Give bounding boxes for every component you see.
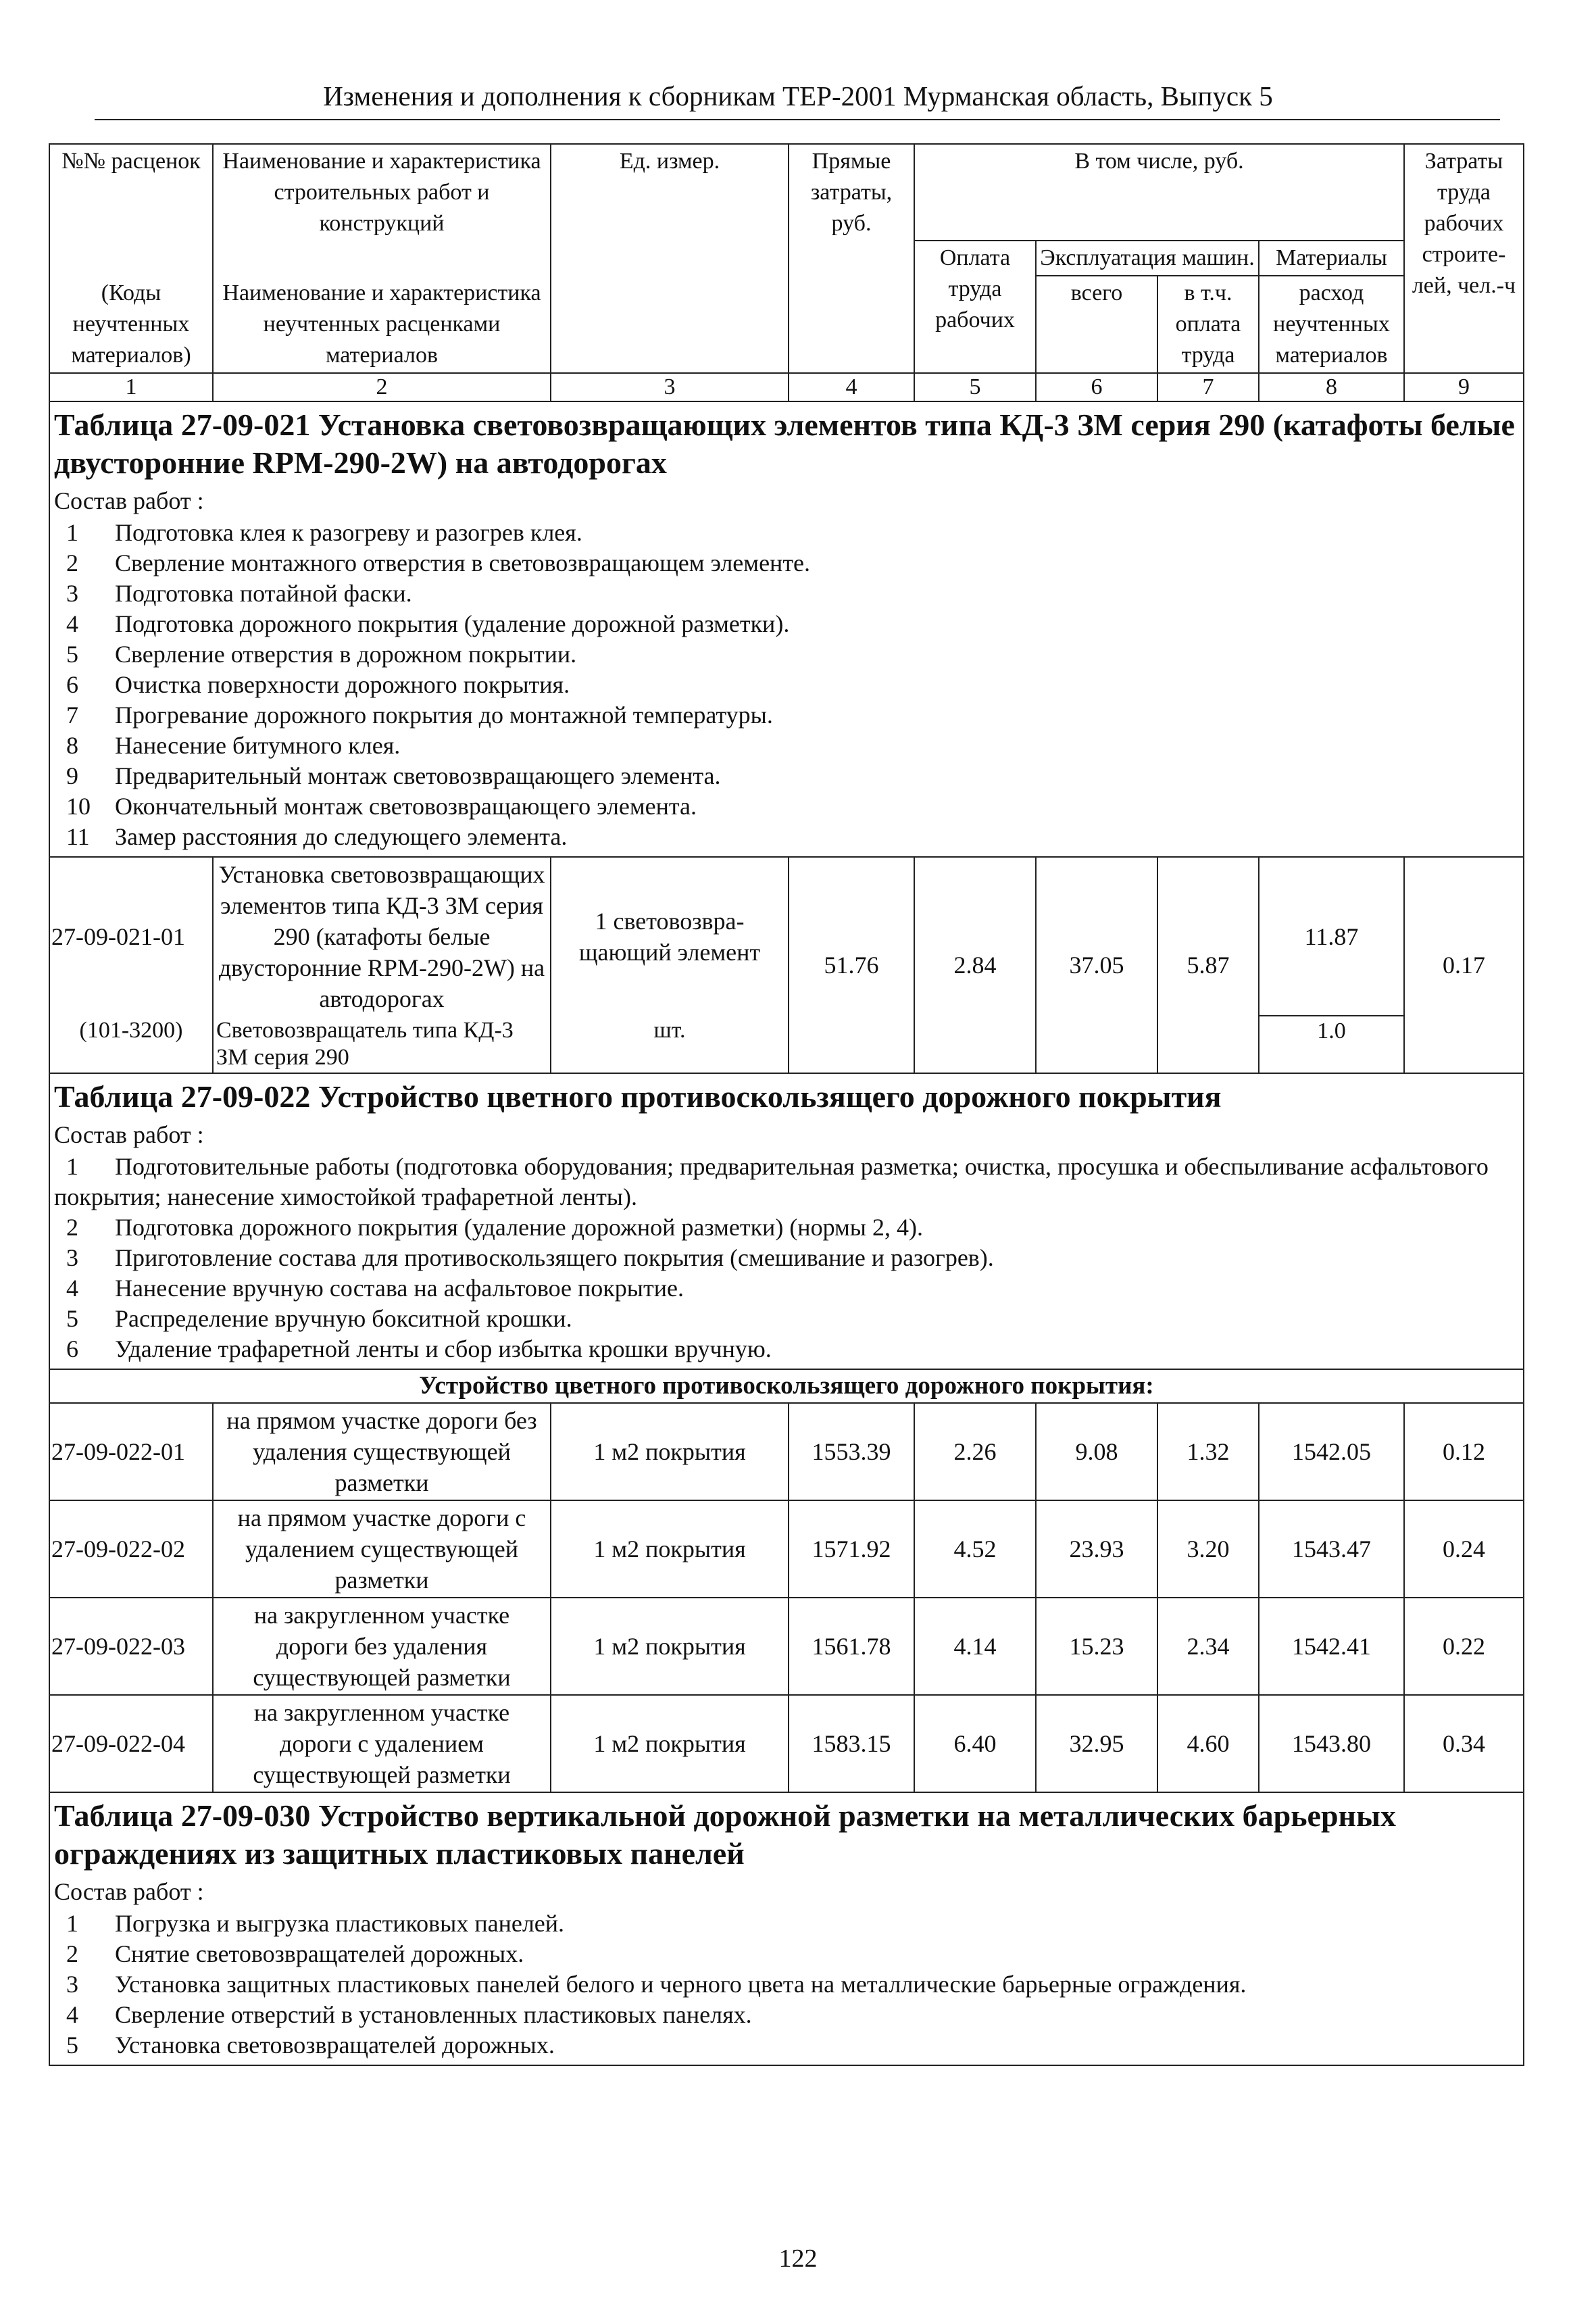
- work-item: [54, 1152, 1519, 1212]
- column-number: 8: [1259, 373, 1404, 401]
- work-item: [54, 548, 1519, 578]
- work-number: 4: [66, 2001, 78, 2028]
- work-text: Установка защитных пластиковых панелей белого и черного цвета на металлические барьерные ограждения.: [115, 1971, 1247, 1998]
- work-number: 5: [66, 641, 78, 668]
- section-27-09-030: [49, 1792, 1524, 2065]
- column-number: 2: [213, 373, 551, 401]
- work-number: 1: [66, 1153, 78, 1180]
- col-labor-header: Оплата труда рабочих: [914, 241, 1036, 373]
- work-item: [54, 731, 1519, 761]
- rate-machines-cost: 9.08: [1036, 1403, 1157, 1500]
- work-item: [54, 518, 1519, 548]
- work-text: Сверление монтажного отверстия в световозвращающем элементе.: [115, 549, 811, 576]
- work-text: Замер расстояния до следующего элемента.: [115, 823, 568, 850]
- rate-machines-labor-cost: 1.32: [1157, 1403, 1259, 1500]
- work-item: [54, 700, 1519, 731]
- works-list: [54, 1877, 1519, 2061]
- works-label: Состав работ :: [54, 487, 204, 514]
- table-title: Таблица 27-09-021 Установка световозвращающих элементов типа КД-3 ЗМ серия 290 (катафоты белые двусторонние RPM-290-2W) на автодорогах: [54, 408, 1515, 480]
- rate-name: на закругленном участке дороги без удаления существующей разметки: [213, 1598, 551, 1695]
- column-number: 6: [1036, 373, 1157, 401]
- work-item: [54, 1334, 1519, 1364]
- work-text: Распределение вручную бокситной крошки.: [115, 1305, 572, 1332]
- rate-direct-cost: 1553.39: [789, 1403, 914, 1500]
- work-number: 5: [66, 2032, 78, 2059]
- uncounted-material-row: [49, 1016, 1524, 1073]
- work-number: 3: [66, 1971, 78, 1998]
- rate-direct-cost: 1571.92: [789, 1500, 914, 1598]
- rate-machines-labor-cost: 4.60: [1157, 1695, 1259, 1792]
- rate-labor-cost: 6.40: [914, 1695, 1036, 1792]
- work-number: 8: [66, 732, 78, 759]
- header-rule: [95, 119, 1500, 120]
- table-row: [49, 857, 1524, 1016]
- rate-materials-cost: 11.87: [1259, 857, 1404, 1016]
- col-machines-group-header: Эксплуатация машин.: [1036, 241, 1259, 276]
- work-text: Установка световозвращателей дорожных.: [115, 2032, 555, 2059]
- work-text: Сверление отверстия в дорожном покрытии.: [115, 641, 577, 668]
- rate-machines-cost: 15.23: [1036, 1598, 1157, 1695]
- work-item: [54, 822, 1519, 852]
- running-title: Изменения и дополнения к сборникам ТЕР-2001 Мурманская область, Выпуск 5: [323, 80, 1273, 112]
- work-text: Подготовка дорожного покрытия (удаление дорожной разметки) (нормы 2, 4).: [115, 1214, 923, 1241]
- works-list: [54, 1120, 1519, 1364]
- rate-machines-labor-cost: 2.34: [1157, 1598, 1259, 1695]
- work-number: 7: [66, 701, 78, 729]
- rate-unit: 1 световозвра-щающий элемент: [551, 857, 789, 1016]
- works-label: Состав работ :: [54, 1878, 204, 1905]
- rate-direct-cost: 1561.78: [789, 1598, 914, 1695]
- work-text: Подготовка потайной фаски.: [115, 580, 412, 607]
- column-number: 5: [914, 373, 1036, 401]
- rate-materials-cost: 1542.41: [1259, 1598, 1404, 1695]
- rate-name: на прямом участке дороги с удалением существующей разметки: [213, 1500, 551, 1598]
- column-number: 1: [49, 373, 213, 401]
- work-number: 9: [66, 762, 78, 789]
- work-text: Сверление отверстий в установленных пластиковых панелях.: [115, 2001, 752, 2028]
- rate-code: 27-09-022-04: [49, 1695, 213, 1792]
- material-unit: шт.: [551, 1016, 789, 1073]
- rate-name: на закругленном участке дороги с удалением существующей разметки: [213, 1695, 551, 1792]
- col-code-header: №№ расценок: [49, 144, 213, 241]
- work-number: 4: [66, 1275, 78, 1302]
- subheading: Устройство цветного противоскользящего дорожного покрытия:: [49, 1369, 1524, 1403]
- col-materials-header: Материалы: [1259, 241, 1404, 276]
- work-item: [54, 1243, 1519, 1273]
- work-text: Подготовка клея к разогреву и разогрев клея.: [115, 519, 582, 546]
- works-list: [54, 486, 1519, 852]
- rate-code: 27-09-022-03: [49, 1598, 213, 1695]
- rate-direct-cost: 51.76: [789, 857, 914, 1073]
- work-item: [54, 609, 1519, 639]
- column-number: 4: [789, 373, 914, 401]
- col-name-header: Наименование и характеристика строительных работ и конструкций: [213, 144, 551, 241]
- work-text: Снятие световозвращателей дорожных.: [115, 1940, 524, 1967]
- column-number: 9: [1404, 373, 1524, 401]
- rate-unit: 1 м2 покрытия: [551, 1403, 789, 1500]
- page-number: 122: [778, 2244, 818, 2273]
- rates-table: [49, 143, 1524, 2066]
- work-text: Очистка поверхности дорожного покрытия.: [115, 671, 570, 698]
- col-unit-header: Ед. измер.: [551, 144, 789, 373]
- rate-labor-cost: 4.14: [914, 1598, 1036, 1695]
- rate-code: 27-09-022-02: [49, 1500, 213, 1598]
- rate-labor-hours: 0.34: [1404, 1695, 1524, 1792]
- rate-machines-cost: 32.95: [1036, 1695, 1157, 1792]
- work-text: Нанесение вручную состава на асфальтовое покрытие.: [115, 1275, 684, 1302]
- rate-labor-cost: 2.84: [914, 857, 1036, 1073]
- work-text: Нанесение битумного клея.: [115, 732, 401, 759]
- col-direct-header: Прямые затраты, руб.: [789, 144, 914, 373]
- work-number: 10: [66, 793, 91, 820]
- work-item: [54, 1212, 1519, 1243]
- table-row: [49, 1695, 1524, 1792]
- table-title: Таблица 27-09-030 Устройство вертикальной дорожной разметки на металлических барьерных ограждениях из защитных пластиковых панелей: [54, 1798, 1396, 1871]
- rate-unit: 1 м2 покрытия: [551, 1695, 789, 1792]
- work-number: 6: [66, 671, 78, 698]
- rate-name: на прямом участке дороги без удаления существующей разметки: [213, 1403, 551, 1500]
- rate-machines-cost: 37.05: [1036, 857, 1157, 1073]
- work-item: [54, 639, 1519, 670]
- work-text: Удаление трафаретной ленты и сбор избытка крошки вручную.: [115, 1335, 772, 1362]
- col-uncounted-materials-header: расход неучтенных материалов: [1259, 276, 1404, 373]
- work-item: [54, 1969, 1519, 2000]
- work-number: 2: [66, 1214, 78, 1241]
- table-row: [49, 1500, 1524, 1598]
- rate-code: 27-09-021-01: [49, 857, 213, 1016]
- works-label: Состав работ :: [54, 1121, 204, 1148]
- col-machines-total-header: всего: [1036, 276, 1157, 373]
- col-group-header: В том числе, руб.: [914, 144, 1404, 241]
- rate-labor-cost: 2.26: [914, 1403, 1036, 1500]
- work-number: 4: [66, 610, 78, 637]
- col-machines-labor-header: в т.ч. оплата труда: [1157, 276, 1259, 373]
- column-number: 7: [1157, 373, 1259, 401]
- work-number: 5: [66, 1305, 78, 1332]
- material-code: (101-3200): [49, 1016, 213, 1073]
- work-text: Прогревание дорожного покрытия до монтажной температуры.: [115, 701, 773, 729]
- rate-labor-hours: 0.12: [1404, 1403, 1524, 1500]
- rate-machines-labor-cost: 5.87: [1157, 857, 1259, 1073]
- work-number: 2: [66, 549, 78, 576]
- rate-name: Установка световозвращающих элементов типа КД-3 ЗМ серия 290 (катафоты белые двусторонние RPM-290-2W) на автодорогах: [213, 857, 551, 1016]
- work-item: [54, 761, 1519, 791]
- table-row: [49, 1598, 1524, 1695]
- rate-labor-hours: 0.17: [1404, 857, 1524, 1073]
- rate-labor-hours: 0.22: [1404, 1598, 1524, 1695]
- table-row: [49, 1403, 1524, 1500]
- rate-unit: 1 м2 покрытия: [551, 1500, 789, 1598]
- col-name-uncounted-header: Наименование и характеристика неучтенных расценками материалов: [213, 241, 551, 373]
- work-number: 2: [66, 1940, 78, 1967]
- section-27-09-022: [49, 1073, 1524, 1369]
- material-name: Световозвращатель типа КД-3 ЗМ серия 290: [213, 1016, 551, 1073]
- rate-unit: 1 м2 покрытия: [551, 1598, 789, 1695]
- rate-machines-cost: 23.93: [1036, 1500, 1157, 1598]
- work-text: Предварительный монтаж световозвращающего элемента.: [115, 762, 721, 789]
- rate-labor-cost: 4.52: [914, 1500, 1036, 1598]
- rate-materials-cost: 1543.80: [1259, 1695, 1404, 1792]
- rate-materials-cost: 1543.47: [1259, 1500, 1404, 1598]
- work-text: Погрузка и выгрузка пластиковых панелей.: [115, 1910, 565, 1937]
- col-code-uncounted-header: (Коды неучтенных материалов): [49, 241, 213, 373]
- rate-code: 27-09-022-01: [49, 1403, 213, 1500]
- rate-direct-cost: 1583.15: [789, 1695, 914, 1792]
- work-item: [54, 1939, 1519, 1969]
- work-number: 11: [66, 823, 90, 850]
- rate-materials-cost: 1542.05: [1259, 1403, 1404, 1500]
- work-text: Приготовление состава для противоскользящего покрытия (смешивание и разогрев).: [115, 1244, 994, 1271]
- work-item: [54, 2030, 1519, 2061]
- work-number: 6: [66, 1335, 78, 1362]
- work-item: [54, 1909, 1519, 1939]
- work-item: [54, 2000, 1519, 2030]
- rate-labor-hours: 0.24: [1404, 1500, 1524, 1598]
- work-text: Подготовка дорожного покрытия (удаление дорожной разметки).: [115, 610, 790, 637]
- work-number: 1: [66, 1910, 78, 1937]
- work-item: [54, 670, 1519, 700]
- table-title: Таблица 27-09-022 Устройство цветного противоскользящего дорожного покрытия: [54, 1079, 1222, 1114]
- column-numbers-row: [49, 373, 1524, 401]
- work-text: Окончательный монтаж световозвращающего элемента.: [115, 793, 697, 820]
- rate-machines-labor-cost: 3.20: [1157, 1500, 1259, 1598]
- column-number: 3: [551, 373, 789, 401]
- material-quantity: 1.0: [1259, 1016, 1404, 1073]
- work-item: [54, 791, 1519, 822]
- work-item: [54, 578, 1519, 609]
- work-number: 3: [66, 580, 78, 607]
- work-number: 3: [66, 1244, 78, 1271]
- section-27-09-021: [49, 401, 1524, 857]
- work-number: 1: [66, 519, 78, 546]
- col-hours-header: Затраты труда рабочих строите-лей, чел.-ч: [1404, 144, 1524, 373]
- work-item: [54, 1304, 1519, 1334]
- work-text: Подготовительные работы (подготовка оборудования; предварительная разметка; очистка, просушка и обеспыливание асфальтового покрытия; нанесение химостойкой трафаретной ленты).: [54, 1153, 1489, 1210]
- work-item: [54, 1273, 1519, 1304]
